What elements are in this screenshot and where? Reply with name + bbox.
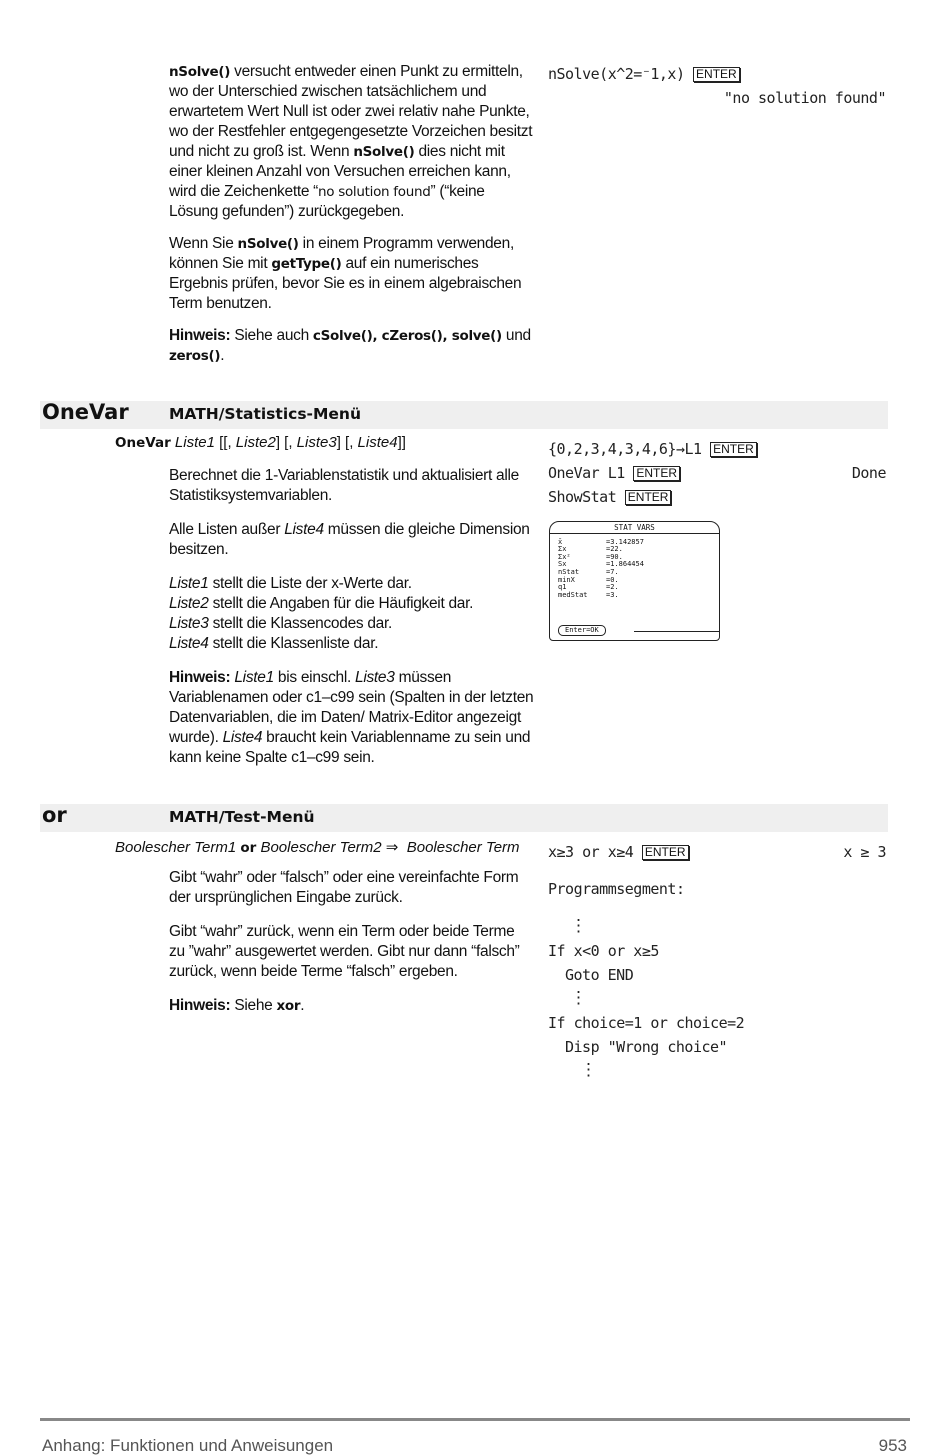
onevar-example-line-3: ShowStat ENTER — [548, 488, 671, 506]
program-line-1: If x<0 or x≥5 — [548, 942, 659, 960]
nsolve-example-input: nSolve(x^2=⁻1,x) ENTER — [548, 65, 740, 83]
stat-var-value: =3. — [606, 590, 619, 599]
vdots-2: ⋮ — [570, 988, 587, 1008]
stat-var-value: =22. — [606, 545, 623, 554]
stat-vars-row — [558, 577, 719, 585]
nsolve-example-result: "no solution found" — [723, 89, 886, 107]
nsolve-description — [169, 62, 534, 366]
onevar-example-result: Done — [851, 464, 886, 482]
onevar-paragraph-2: Alle Listen außer Liste4 müssen die gleiche Dimension besitzen. — [169, 521, 530, 558]
page-number: 953 — [878, 1436, 907, 1455]
stat-vars-row — [558, 546, 719, 554]
footer-rule — [40, 1418, 910, 1421]
program-line-4: Disp "Wrong choice" — [565, 1038, 728, 1056]
stat-var-name: Sx — [558, 560, 567, 569]
enter-key: ENTER — [625, 490, 672, 505]
or-header-band — [40, 804, 888, 832]
nsolve-paragraph-1: nSolve() versucht entweder einen Punkt zu ermitteln, wo der Unterschied zwischen tatsächlichem und erwartetem Wert Null ist oder zwei relativ nahe Punkte, wo der Restfehler entgegengesetzte Vorzeichen besitzt und nicht zu groß ist. Wenn nSolve() dies nicht mit einer kleinen Anzahl von Versuchen erreichen kann, wird die Zeichenkette “no solution found” (“keine Lösung gefunden”) zurückgegeben. — [169, 63, 533, 220]
stat-var-value: =7. — [606, 567, 619, 576]
stat-var-value: =90. — [606, 552, 623, 561]
stat-vars-screen — [549, 521, 720, 641]
enter-key: ENTER — [693, 67, 740, 82]
stat-vars-row — [558, 569, 719, 577]
enter-key: ENTER — [633, 466, 680, 481]
vdots-3: ⋮ — [580, 1060, 597, 1080]
onevar-description — [169, 466, 534, 768]
stat-vars-row — [558, 539, 719, 547]
stat-var-value: =1.864454 — [606, 560, 644, 569]
onevar-menu-label: MATH/Statistics-Menü — [169, 405, 361, 423]
footer-title: Anhang: Funktionen und Anweisungen — [42, 1436, 334, 1455]
onevar-example-line-2: OneVar L1 ENTER — [548, 464, 680, 482]
stat-var-name: Σx² — [558, 552, 571, 561]
or-entry-name: or — [42, 803, 67, 827]
or-paragraph-2: Gibt “wahr” zurück, wenn ein Term oder beide Terme zu ”wahr” ausgewertet werden. Gibt nur dann “falsch” zurück, wenn beide Terme “falsch” ergeben. — [169, 923, 520, 980]
stat-var-value: =2. — [606, 583, 619, 592]
program-line-3: If choice=1 or choice=2 — [548, 1014, 745, 1032]
nsolve-hint: Hinweis: Siehe auch cSolve(), cZeros(), solve() und zeros(). — [169, 327, 531, 364]
stat-var-name: minX — [558, 575, 575, 584]
enter-key: ENTER — [710, 442, 757, 457]
stat-var-name: medStat — [558, 590, 588, 599]
or-hint: Hinweis: Siehe xor. — [169, 997, 305, 1014]
stat-var-name: Σx — [558, 545, 567, 554]
or-description — [169, 868, 534, 1016]
stat-vars-row — [558, 561, 719, 569]
or-paragraph-1: Gibt “wahr” oder “falsch” oder eine vereinfachte Form der ursprünglichen Eingabe zurück. — [169, 869, 519, 906]
stat-vars-rows — [550, 534, 719, 600]
onevar-example-line-1: {0,2,3,4,3,4,6}→L1 ENTER — [548, 440, 757, 458]
stat-var-name: nStat — [558, 567, 580, 576]
onevar-syntax: OneVar Liste1 [[, Liste2] [, Liste3] [, Liste4]] — [115, 434, 406, 451]
stat-var-value: =0. — [606, 575, 619, 584]
program-segment-label: Programmsegment: — [548, 880, 685, 898]
or-menu-label: MATH/Test-Menü — [169, 808, 315, 826]
onevar-entry-name: OneVar — [42, 400, 129, 424]
stat-var-value: =3.142857 — [606, 537, 644, 546]
or-syntax: Boolescher Term1 or Boolescher Term2 ⇒ Boolescher Term — [115, 839, 520, 856]
onevar-header-band — [40, 401, 888, 429]
onevar-paragraph-3: Liste1 stellt die Liste der x-Werte dar. Liste2 stellt die Angaben für die Häufigkeit dar. Liste3 stellt die Klassencodes dar. Liste4 stellt die Klassenliste dar. — [169, 575, 474, 652]
or-example-input: x≥3 or x≥4 ENTER — [548, 843, 689, 861]
stat-var-name: x̄ — [558, 537, 563, 546]
stat-vars-title: STAT VARS — [550, 522, 719, 534]
or-example-result: x ≥ 3 — [843, 843, 886, 861]
stat-var-name: q1 — [558, 583, 567, 592]
program-line-2: Goto END — [565, 966, 634, 984]
stat-vars-ok-button[interactable]: Enter=OK — [558, 625, 606, 636]
stat-vars-row — [558, 592, 719, 600]
onevar-paragraph-1: Berechnet die 1-Variablenstatistik und aktualisiert alle Statistiksystemvariablen. — [169, 467, 519, 504]
enter-key: ENTER — [642, 845, 689, 860]
nsolve-paragraph-2: Wenn Sie nSolve() in einem Programm verwenden, können Sie mit getType() auf ein numerisches Ergebnis prüfen, bevor Sie es in einem algebraischen Term benutzen. — [169, 235, 522, 312]
onevar-hint: Hinweis: Liste1 bis einschl. Liste3 müssen Variablenamen oder c1–c99 sein (Spalten in der letzten Datenvariablen, die im Daten/ Matrix-Editor angezeigt wurde). Liste4 braucht kein Variablenname zu sein und kann keine Spalte c1–c99 sein. — [169, 669, 534, 766]
vdots-1: ⋮ — [570, 916, 587, 936]
stat-vars-bottom-line — [634, 631, 719, 632]
